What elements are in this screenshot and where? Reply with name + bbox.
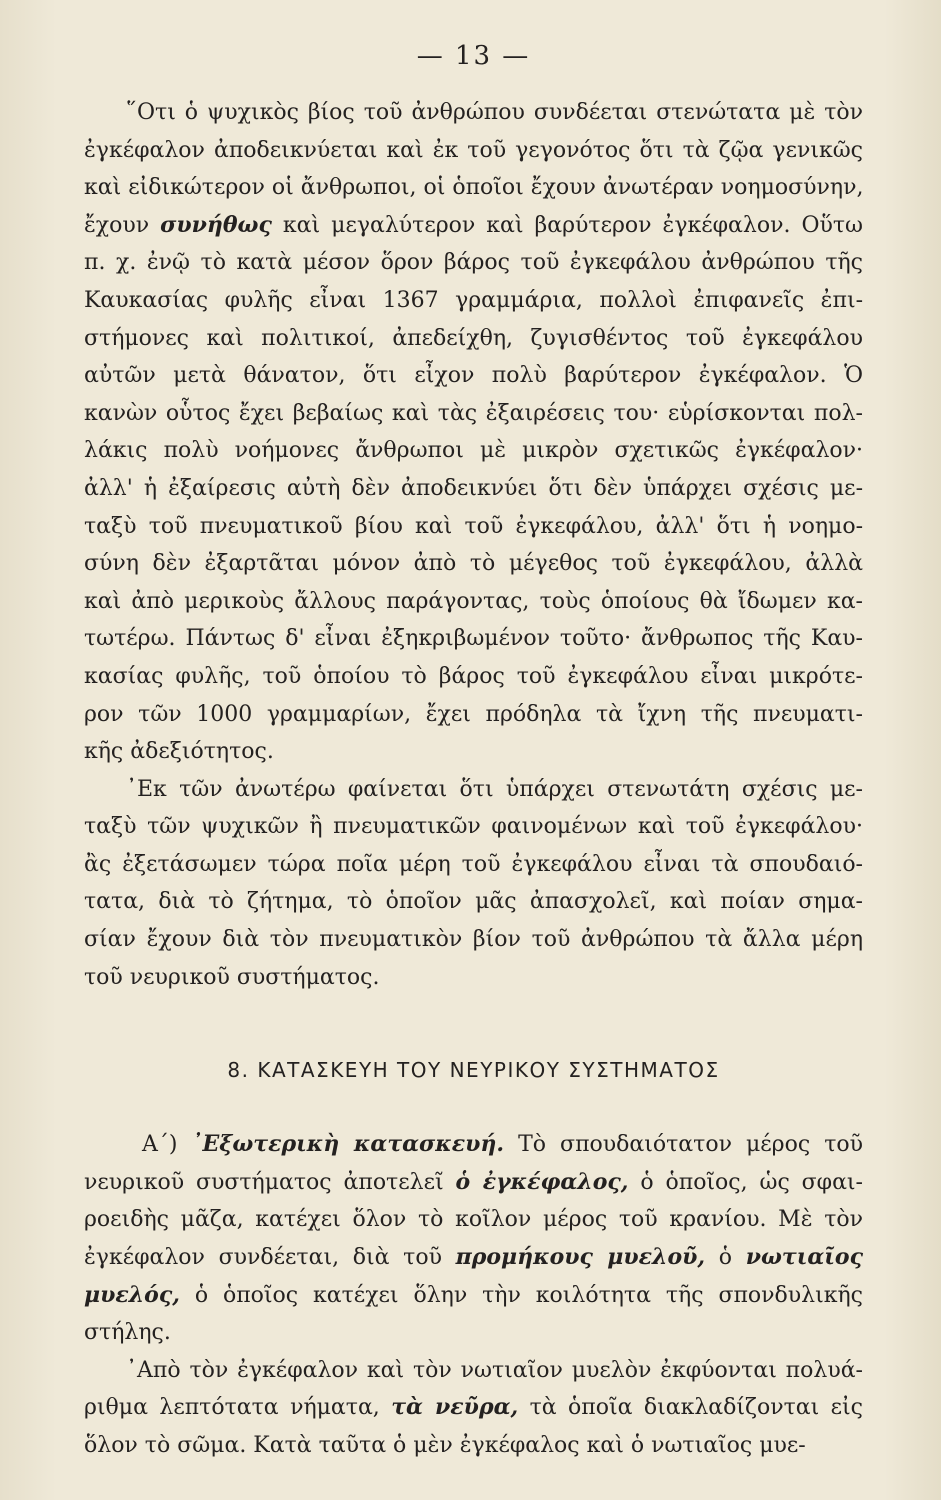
- text-line: ᾿Απὸ τὸν ἐγκέφαλον καὶ τὸν νωτιαῖον μυελὸν ἐκφύονται πολυά-: [126, 1357, 863, 1383]
- subsection-title: ᾿Εξωτερικὴ κατασκευή.: [191, 1131, 505, 1158]
- text-line: ταξὺ τῶν ψυχικῶν ἢ πνευματικῶν φαινομένων καὶ τοῦ ἐγκεφάλου·: [84, 814, 863, 840]
- text-line: [84, 1277, 863, 1315]
- text-fragment: ὁ ὁποῖος κατέχει ὅλην τὴν κοιλότητα τῆς σπονδυλικῆς: [179, 1282, 863, 1308]
- text-line: π. χ. ἐνῷ τὸ κατὰ μέσον ὅρον βάρος τοῦ ἐγκεφάλου ἀνθρώπου τῆς: [84, 250, 863, 276]
- text-line: ταξὺ τοῦ πνευματικοῦ βίου καὶ τοῦ ἐγκεφάλου, ἀλλ' ὅτι ἡ νοημο-: [84, 513, 863, 539]
- text-line: σύνη δὲν ἐξαρτᾶται μόνον ἀπὸ τὸ μέγεθος τοῦ ἐγκεφάλου, ἀλλὰ: [84, 551, 863, 577]
- text-fragment: ριθμα λεπτότατα νήματα,: [84, 1395, 392, 1421]
- text-fragment: ἐγκέφαλον συνδέεται, διὰ τοῦ: [84, 1245, 456, 1271]
- emphasized-term: νωτιαῖος: [745, 1244, 863, 1271]
- text-line: στήμονες καὶ πολιτικοί, ἀπεδείχθη, ζυγισθέντος τοῦ ἐγκεφάλου: [84, 325, 863, 351]
- text-fragment: τὰ ὁποῖα διακλαδίζονται εἰς: [518, 1395, 863, 1421]
- emphasized-term: μυελός,: [84, 1281, 180, 1308]
- text-line: [84, 1126, 863, 1164]
- subsection-label: Α΄): [142, 1132, 192, 1158]
- text-line: λάκις πολὺ νοήμονες ἄνθρωποι μὲ μικρὸν σχετικῶς ἐγκέφαλον·: [84, 438, 863, 464]
- text-line: [84, 1389, 863, 1427]
- page-number: — 13 —: [416, 41, 531, 71]
- text-line: Καυκασίας φυλῆς εἶναι 1367 γραμμάρια, πολλοὶ ἐπιφανεῖς ἐπι-: [84, 287, 863, 313]
- text-line: ὅλον τὸ σῶμα. Κατὰ ταῦτα ὁ μὲν ἐγκέφαλος καὶ ὁ νωτιαῖος μυε-: [84, 1433, 806, 1458]
- text-line: ροειδὴς μᾶζα, κατέχει ὅλον τὸ κοῖλον μέρος τοῦ κρανίου. Μὲ τὸν: [84, 1207, 863, 1233]
- text-line: τοῦ νευρικοῦ συστήματος.: [84, 964, 380, 990]
- text-line: σίαν ἔχουν διὰ τὸν πνευματικὸν βίον τοῦ ἀνθρώπου τὰ ἄλλα μέρη: [84, 927, 863, 953]
- text-line: ἂς ἐξετάσωμεν τώρα ποῖα μέρη τοῦ ἐγκεφάλου εἶναι τὰ σπουδαιό-: [84, 851, 863, 877]
- text-line: ἀλλ' ἡ ἐξαίρεσις αὐτὴ δὲν ἀποδεικνύει ὅτι δὲν ὑπάρχει σχέσις με-: [84, 475, 863, 501]
- paragraph-relation-summary: [84, 771, 863, 997]
- text-line: ᾿Εκ τῶν ἀνωτέρω φαίνεται ὅτι ὑπάρχει στενωτάτη σχέσις με-: [126, 776, 863, 802]
- text-line: κῆς ἀδεξιότητος.: [84, 739, 274, 765]
- text-line: κανὼν οὗτος ἔχει βεβαίως καὶ τὰς ἐξαιρέσεις του· εὑρίσκονται πολ-: [84, 400, 863, 426]
- text-line: τωτέρω. Πάντως δ' εἶναι ἐξηκριβωμένον τοῦτο· ἄνθρωπος τῆς Καυ-: [84, 626, 863, 652]
- text-line: ρον τῶν 1000 γραμμαρίων, ἔχει πρόδηλα τὰ ἴχνη τῆς πνευματι-: [84, 701, 863, 727]
- text-line: αὐτῶν μετὰ θάνατον, ὅτι εἶχον πολὺ βαρύτερον ἐγκέφαλον. Ὁ: [84, 363, 863, 389]
- text-line: στήλης.: [84, 1320, 171, 1346]
- emphasized-term: ὁ ἐγκέφαλος,: [455, 1168, 629, 1195]
- text-line: [84, 207, 863, 245]
- section-heading: 8. ΚΑΤΑΣΚΕΥΗ ΤΟΥ ΝΕΥΡΙΚΟΥ ΣΥΣΤΗΜΑΤΟΣ: [227, 1058, 720, 1083]
- text-fragment: ὁ: [705, 1245, 746, 1271]
- text-line: ῞Οτι ὁ ψυχικὸς βίος τοῦ ἀνθρώπου συνδέεται στενώτατα μὲ τὸν: [126, 100, 863, 125]
- emphasized-term: συνήθως: [160, 211, 272, 238]
- text-line: ἐγκέφαλον ἀποδεικνύεται καὶ ἐκ τοῦ γεγονότος ὅτι τὰ ζῷα γενικῶς: [84, 137, 863, 163]
- paragraph-external-structure: [84, 1126, 863, 1352]
- text-fragment: ἔχουν: [84, 212, 161, 238]
- text-fragment: Τὸ σπουδαιότατον μέρος τοῦ: [504, 1132, 864, 1158]
- paragraph-brain-and-psyche: [84, 94, 863, 771]
- text-fragment: νευρικοῦ συστήματος ἀποτελεῖ: [84, 1169, 456, 1195]
- emphasized-term: προμήκους μυελοῦ,: [455, 1244, 706, 1271]
- text-line: καὶ ἀπὸ μερικοὺς ἄλλους παράγοντας, τοὺς ὁποίους θὰ ἴδωμεν κα-: [84, 588, 863, 614]
- text-fragment: ὁ ὁποῖος, ὡς σφαι-: [628, 1169, 863, 1195]
- text-line: [84, 1239, 863, 1277]
- text-line: καὶ εἰδικώτερον οἱ ἄνθρωποι, οἱ ὁποῖοι ἔχουν ἀνωτέραν νοημοσύνην,: [84, 175, 864, 201]
- text-line: τατα, διὰ τὸ ζήτημα, τὸ ὁποῖον μᾶς ἀπασχολεῖ, καὶ ποίαν σημα-: [84, 889, 863, 915]
- emphasized-term: τὰ νεῦρα,: [391, 1394, 519, 1421]
- text-fragment: καὶ μεγαλύτερον καὶ βαρύτερον ἐγκέφαλον. Οὕτω: [271, 212, 863, 238]
- text-line: κασίας φυλῆς, τοῦ ὁποίου τὸ βάρος τοῦ ἐγκεφάλου εἶναι μικρότε-: [84, 663, 863, 689]
- text-line: [84, 1164, 863, 1202]
- paragraph-nerves: [84, 1352, 863, 1465]
